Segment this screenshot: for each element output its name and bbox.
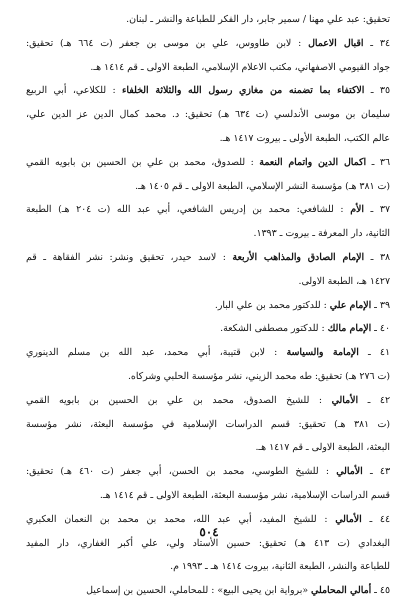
entry-text: : لاسد حيدر، تحقيق ونشر: نشر الفقاهة ـ قم bbox=[26, 251, 233, 263]
book-title: الأمالي bbox=[336, 466, 363, 478]
entry-number: ٤٥ ـ bbox=[371, 585, 390, 597]
entry-number: ٣٥ ـ bbox=[364, 85, 390, 97]
text-line bbox=[26, 175, 390, 199]
entry-text: : للشيخ الطوسي، محمد بن الحسن، أبي جعفر (ت ٤٦٠ هـ) تحقيق: bbox=[26, 466, 337, 478]
entry-text: سليمان بن موسى الأندلسي (ت ٦٣٤ هـ) تحقيق: د. محمد كمال الدين عز الدين علي، bbox=[26, 109, 390, 121]
entry-number: ٤١ ـ bbox=[358, 347, 390, 359]
entry-text: : لابن طاووس، علي بن موسى بن جعفر (ت ٦٦٤ هـ) تحقيق: bbox=[26, 37, 309, 49]
entry-text: ١٤٢٧ هـ، الطبعة الاولى. bbox=[298, 275, 390, 287]
entry-text: للطباعة والنشر، الطبعة الثانية، بيروت ١٤١٤ هـ ـ ١٩٩٣ م. bbox=[170, 561, 390, 573]
text-line bbox=[26, 151, 390, 175]
page-number: ٥٠٤ bbox=[199, 525, 219, 539]
entry-text: البعثة، الطبعة الاولى ـ قم ١٤١٧ هـ. bbox=[255, 442, 390, 454]
entry-number: ٤٠ ـ bbox=[371, 323, 390, 335]
book-title: الإمام مالك bbox=[327, 323, 372, 335]
text-line bbox=[26, 389, 390, 413]
text-line bbox=[26, 246, 390, 270]
text-line bbox=[26, 317, 390, 341]
entry-text: (ت ٣٨١ هـ) تحقيق: قسم الدراسات الإسلامية في مؤسسة البعثة، نشر مؤسسة bbox=[26, 418, 390, 430]
entry-text: : للشيخ المفيد، أبي عبد الله، محمد بن محمد بن النعمان العكبري bbox=[26, 513, 336, 525]
entry-text: : للشافعي: محمد بن إدريس الشافعي، أبي عبد الله (ت ٢٠٤ هـ) الطبعة bbox=[26, 204, 351, 216]
entry-text: (ت ٢٧٦ هـ) تحقيق: طه محمد الزيني، نشر مؤسسة الحلبي وشركاه. bbox=[127, 370, 390, 382]
entry-number: ٤٢ ـ bbox=[358, 394, 390, 406]
entry-text: «برواية ابن يحيى البيع» : للمحاملي، الحسين بن إسماعيل bbox=[86, 585, 312, 597]
entry-text: : للدكتور محمد بن علي البار. bbox=[214, 299, 330, 311]
text-line bbox=[26, 79, 390, 103]
text-line bbox=[26, 222, 390, 246]
book-title: الأمالي bbox=[335, 513, 362, 525]
text-line bbox=[26, 103, 390, 127]
text-line bbox=[26, 413, 390, 437]
entry-number: ٣٨ ـ bbox=[364, 251, 390, 263]
entry-text: : لابن قتيبة، أبي محمد، عبد الله بن مسلم الدينوري bbox=[26, 347, 287, 359]
text-line bbox=[26, 579, 390, 603]
text-line bbox=[26, 127, 390, 151]
text-line bbox=[26, 198, 390, 222]
entry-text: : للشيخ الصدوق، محمد بن علي بن الحسين بن بابويه القمي bbox=[26, 394, 332, 406]
text-line bbox=[26, 484, 390, 508]
book-title: الأمالي bbox=[331, 394, 359, 406]
book-title: الأم bbox=[350, 204, 364, 216]
entry-text: عالم الكتب، الطبعة الأولى ـ بيروت ١٤١٧ هـ. bbox=[219, 132, 390, 144]
entry-text: جواد القيومي الاصفهاني، مكتب الاعلام الإسلامي، الطبعة الاولى ـ قم ١٤١٤ هـ. bbox=[90, 61, 390, 73]
entry-number: ٣٤ ـ bbox=[363, 37, 390, 49]
book-title: الإمامة والسياسة bbox=[286, 347, 359, 359]
entry-number: ٤٣ ـ bbox=[362, 466, 390, 478]
bibliography-list bbox=[26, 8, 390, 603]
text-line bbox=[26, 294, 390, 318]
text-line bbox=[26, 460, 390, 484]
text-line bbox=[26, 56, 390, 80]
text-line bbox=[26, 32, 390, 56]
entry-text: قسم الدراسات الإسلامية، نشر مؤسسة البعثة، الطبعة الاولى ـ قم ١٤١٤ هـ. bbox=[99, 489, 390, 501]
text-line bbox=[26, 8, 390, 32]
entry-text: : للكلاعي، أبي الربيع bbox=[26, 85, 123, 97]
entry-text: (ت ٣٨١ هـ) مؤسسة النشر الإسلامي، الطبعة الاولى ـ قم ١٤٠٥ هـ. bbox=[135, 180, 390, 192]
text-line bbox=[26, 341, 390, 365]
book-title: أمالي المحاملي bbox=[311, 585, 372, 597]
book-title: اقبال الاعمال bbox=[308, 37, 364, 49]
entry-number: ٣٦ ـ bbox=[366, 156, 390, 168]
entry-text: البغدادي (ت ٤١٣ هـ) تحقيق: حسين الأستاد ولي، علي أكبر الغفاري، دار المفيد bbox=[26, 537, 390, 549]
entry-text: : للصدوق، محمد بن علي بن الحسين بن بابويه القمي bbox=[26, 156, 260, 168]
book-title: اكمال الدين واتمام النعمة bbox=[259, 156, 367, 168]
text-line bbox=[26, 436, 390, 460]
text-line bbox=[26, 270, 390, 294]
entry-text: الثانية، دار المعرفة ـ بيروت ـ ١٣٩٣. bbox=[253, 228, 390, 240]
entry-number: ٣٩ ـ bbox=[371, 299, 390, 311]
text-line bbox=[26, 365, 390, 389]
entry-number: ٤٤ ـ bbox=[361, 513, 390, 525]
entry-number: ٣٧ ـ bbox=[363, 204, 390, 216]
text-line bbox=[26, 555, 390, 579]
book-title: الاكتفاء بما تضمنه من مغازي رسول الله والثلاثة الخلفاء bbox=[122, 85, 365, 97]
book-title: الإمام الصادق والمذاهب الأربعة bbox=[232, 251, 365, 263]
book-title: الإمام علي bbox=[329, 299, 372, 311]
entry-text: : للدكتور مصطفى الشكعة. bbox=[220, 323, 328, 335]
entry-text: تحقيق: عبد علي مهنا / سمير جابر، دار الفكر للطباعة والنشر ـ لبنان. bbox=[126, 14, 390, 25]
